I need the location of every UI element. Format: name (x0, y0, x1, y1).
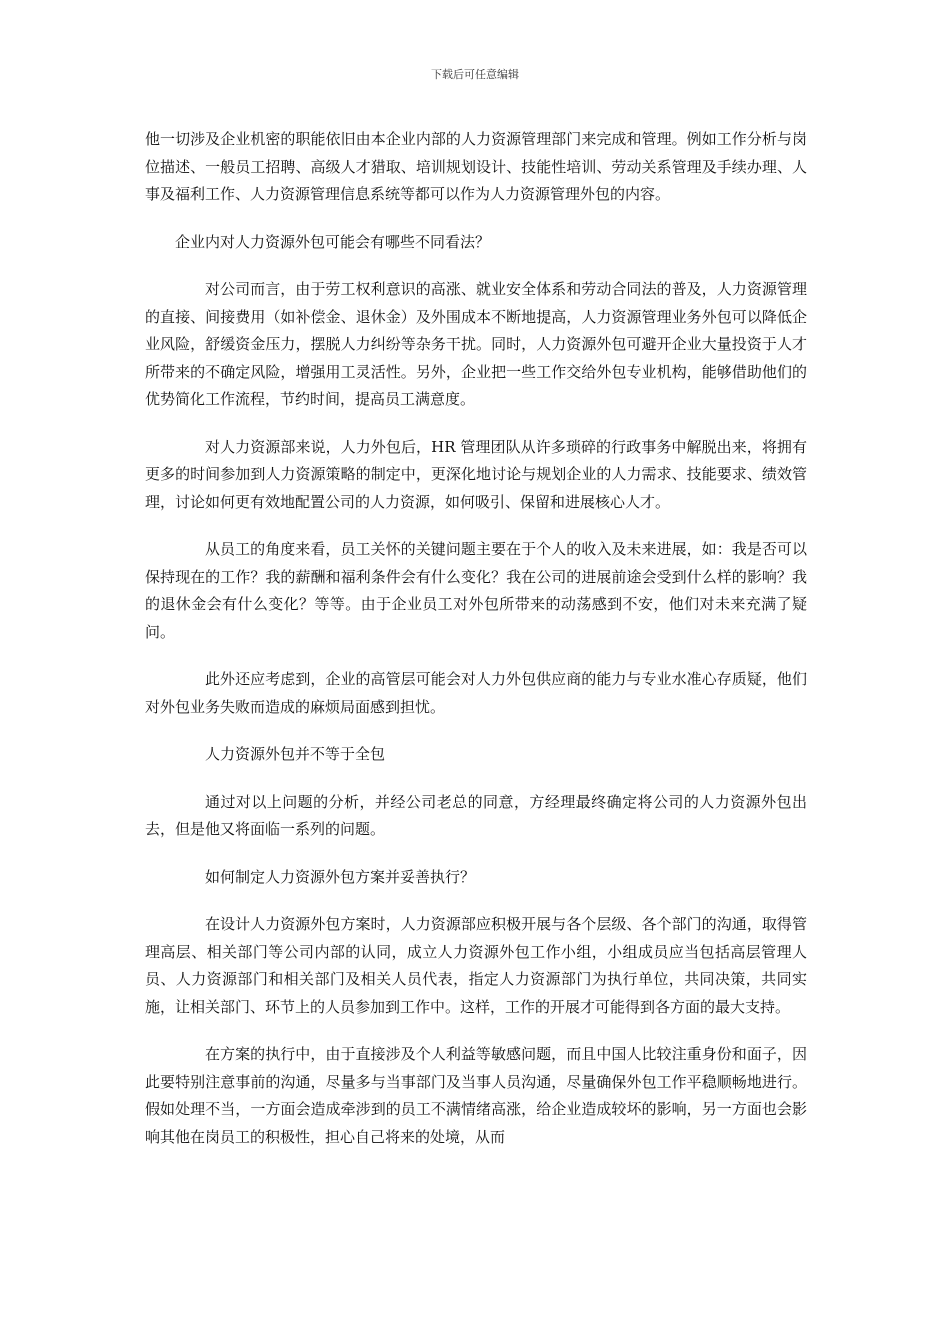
paragraph-hr-view: 对人力资源部来说，人力外包后，HR 管理团队从许多琐碎的行政事务中解脱出来，将拥有更多的时间参加到人力资源策略的制定中，更深化地讨论与规划企业的人力需求、技能要求、绩效管理，讨论如何更有效地配置公司的人力资源，如何吸引、保留和进展核心人才。 (145, 437, 807, 511)
paragraph-decision: 通过对以上问题的分析，并经公司老总的同意，方经理最终确定将公司的人力资源外包出去，但是他又将面临一系列的问题。 (145, 792, 807, 838)
page-header: 下载后可任意编辑 (431, 68, 519, 81)
paragraph-plan-execution: 在方案的执行中，由于直接涉及个人利益等敏感问题，而且中国人比较注重身份和面子，因此要特别注意事前的沟通，尽量多与当事部门及当事人员沟通，尽量确保外包工作平稳顺畅地进行。假如处理不当，一方面会造成牵涉到的员工不满情绪高涨，给企业造成较坏的影响，另一方面也会影响其他在岗员工的积极性，担心自己将来的处境，从而 (145, 1045, 807, 1146)
paragraph-company-view: 对公司而言，由于劳工权利意识的高涨、就业安全体系和劳动合同法的普及，人力资源管理的直接、间接费用（如补偿金、退休金）及外围成本不断地提高，人力资源管理业务外包可以降低企业风险，舒缓资金压力，摆脱人力纠纷等杂务干扰。同时，人力资源外包可避开企业大量投资于人才所带来的不确定风险，增强用工灵活性。另外，企业把一些工作交给外包专业机构，能够借助他们的优势简化工作流程，节约时间，提高员工满意度。 (145, 280, 807, 408)
section-question-1: 企业内对人力资源外包可能会有哪些不同看法？ (175, 232, 491, 251)
paragraph-employee-view: 从员工的角度来看，员工关怀的关键问题主要在于个人的收入及未来进展，如：我是否可以保持现在的工作？我的薪酬和福利条件会有什么变化？我在公司的进展前途会受到什么样的影响？我的退休金会有什么变化？等等。由于企业员工对外包所带来的动荡感到不安，他们对未来充满了疑问。 (145, 540, 807, 641)
document-body (145, 126, 807, 1171)
paragraph-plan-design: 在设计人力资源外包方案时，人力资源部应积极开展与各个层级、各个部门的沟通，取得管理高层、相关部门等公司内部的认同，成立人力资源外包工作小组，小组成员应当包括高层管理人员、人力资源部门和相关部门及相关人员代表，指定人力资源部门为执行单位，共同决策，共同实施，让相关部门、环节上的人员参加到工作中。这样，工作的开展才可能得到各方面的最大支持。 (145, 915, 807, 1016)
paragraph-1: 他一切涉及企业机密的职能依旧由本企业内部的人力资源管理部门来完成和管理。例如工作分析与岗位描述、一般员工招聘、高级人才猎取、培训规划设计、技能性培训、劳动关系管理及手续办理、人事及福利工作、人力资源管理信息系统等都可以作为人力资源管理外包的内容。 (145, 130, 807, 203)
paragraph-management-view: 此外还应考虑到，企业的高管层可能会对人力外包供应商的能力与专业水准心存质疑，他们对外包业务失败而造成的麻烦局面感到担忧。 (145, 670, 807, 716)
section-question-2: 如何制定人力资源外包方案并妥善执行？ (205, 867, 476, 886)
section-heading-not-full-outsourcing: 人力资源外包并不等于全包 (205, 745, 386, 763)
